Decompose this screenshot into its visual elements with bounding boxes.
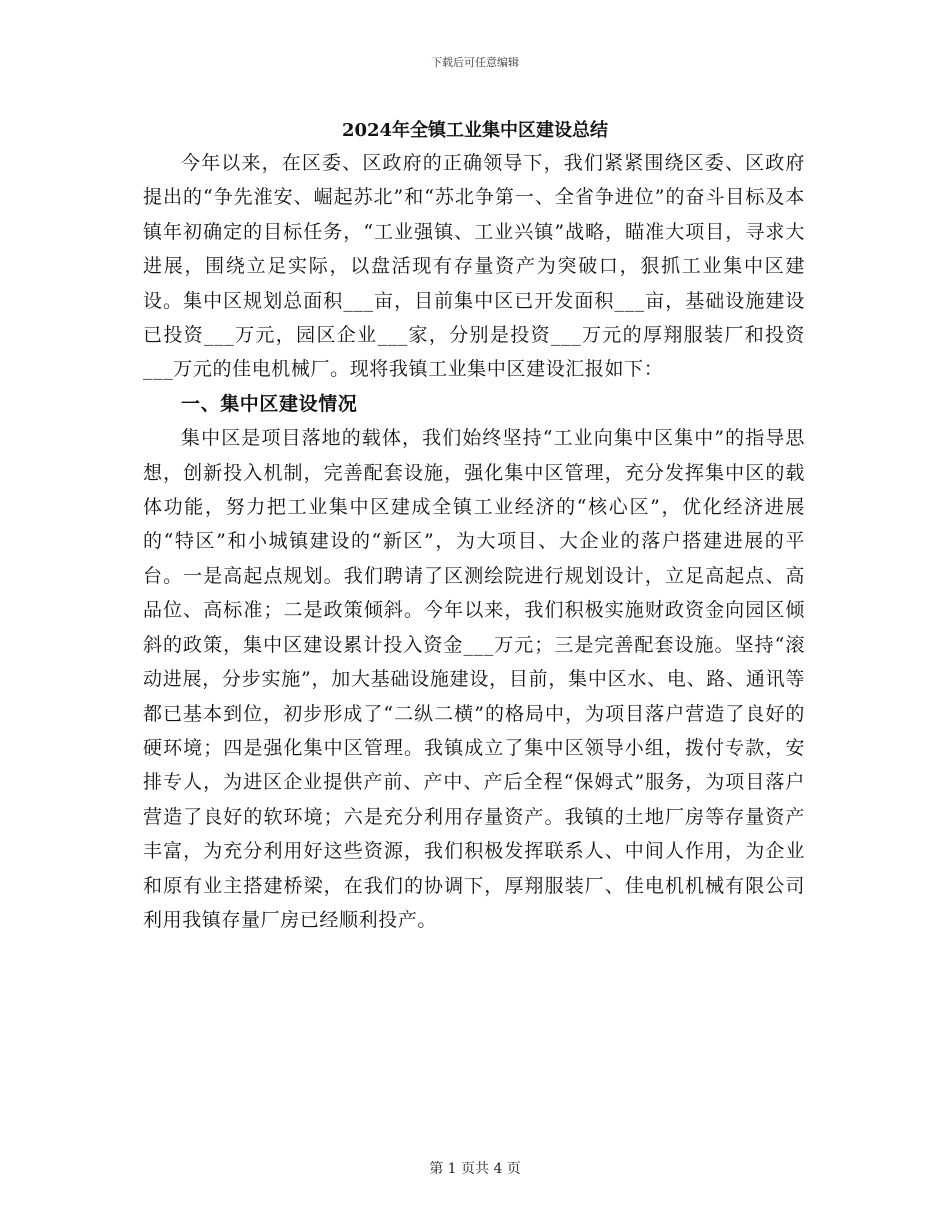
- section-heading-1: 一、集中区建设情况: [181, 392, 358, 415]
- document-title: 2024年全镇工业集中区建设总结: [341, 120, 609, 141]
- document-body: [143, 146, 805, 937]
- intro-paragraph: 今年以来，在区委、区政府的正确领导下，我们紧紧围绕区委、区政府提出的“争先淮安、崛起苏北”和“苏北争第一、全省争进位”的奋斗目标及本镇年初确定的目标任务，“工业强镇、工业兴镇”战略，瞄准大项目，寻求大进展，围绕立足实际，以盘活现有存量资产为突破口，狠抓工业集中区建设。集中区规划总面积___亩，目前集中区已开发面积___亩，基础设施建设已投资___万元，园区企业___家，分别是投资___万元的厚翔服装厂和投资___万元的佳电机械厂。现将我镇工业集中区建设汇报如下：: [143, 152, 805, 381]
- page-header-note: 下载后可任意编辑: [431, 56, 519, 69]
- page-number: 第 1 页共 4 页: [429, 1161, 521, 1177]
- section-1-paragraph: 集中区是项目落地的载体，我们始终坚持“工业向集中区集中”的指导思想，创新投入机制，完善配套设施，强化集中区管理，充分发挥集中区的载体功能，努力把工业集中区建成全镇工业经济的“核心区”，优化经济进展的“特区”和小城镇建设的“新区”，为大项目、大企业的落户搭建进展的平台。一是高起点规划。我们聘请了区测绘院进行规划设计，立足高起点、高品位、高标准；二是政策倾斜。今年以来，我们积极实施财政资金向园区倾斜的政策，集中区建设累计投入资金___万元；三是完善配套设施。坚持“滚动进展，分步实施”，加大基础设施建设，目前，集中区水、电、路、通讯等都已基本到位，初步形成了“二纵二横”的格局中，为项目落户营造了良好的硬环境；四是强化集中区管理。我镇成立了集中区领导小组，拨付专款，安排专人，为进区企业提供产前、产中、产后全程“保姆式”服务，为项目落户营造了良好的软环境；六是充分利用存量资产。我镇的土地厂房等存量资产丰富，为充分利用好这些资源，我们积极发挥联系人、中间人作用，为企业和原有业主搭建桥梁，在我们的协调下，厚翔服装厂、佳电机机械有限公司利用我镇存量厂房已经顺利投产。: [143, 427, 805, 931]
